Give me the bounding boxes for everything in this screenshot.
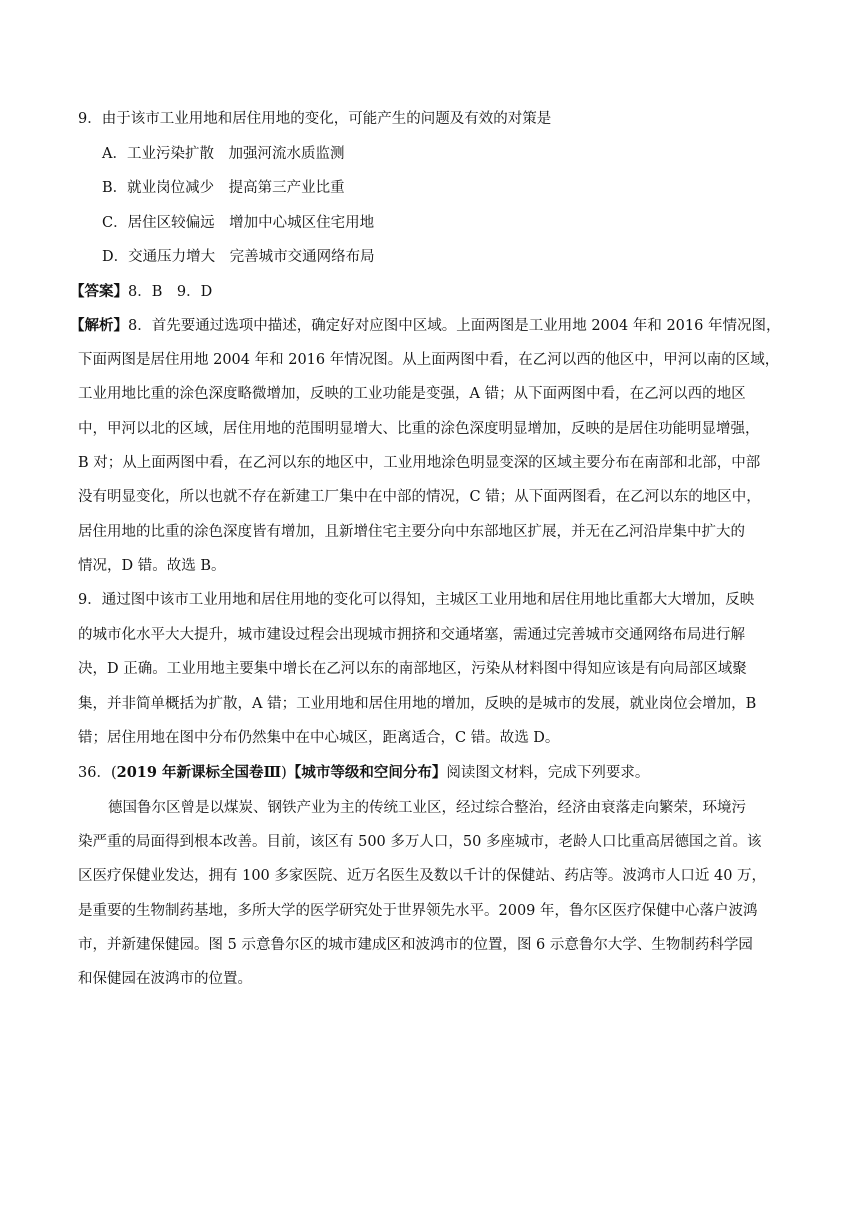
answer-label: 【答案】 [70, 283, 128, 300]
question-36-header [78, 762, 649, 784]
material-line: 和保健园在波鸿市的位置。 [78, 971, 252, 987]
analysis-8-line: B 对；从上面两图中看，在乙河以东的地区中，工业用地涂色明显变深的区域主要分布在南部和北部，中部 [78, 455, 761, 471]
material-line: 德国鲁尔区曾是以煤炭、钢铁产业为主的传统工业区，经过综合整治，经济由衰落走向繁荣，环境污 [108, 800, 746, 816]
material-line: 染严重的局面得到根本改善。目前，该区有 500 多万人口，50 多座城市，老龄人口比重高居德国之首。该 [78, 834, 762, 850]
analysis-line-1 [70, 315, 780, 337]
analysis-8-line: 居住用地的比重的涂色深度皆有增加，且新增住宅主要分向中东部地区扩展，并无在乙河沿岸集中扩大的 [78, 524, 745, 540]
analysis-9-line: 的城市化水平大大提升，城市建设过程会出现城市拥挤和交通堵塞，需通过完善城市交通网络布局进行解 [78, 627, 745, 643]
material-line: 区医疗保健业发达，拥有 100 多家医院、近万名医生及数以千计的保健站、药店等。波鸿市人口近 40 万， [78, 868, 767, 884]
question-36-source: 2019 年新课标全国卷Ⅲ [116, 764, 282, 781]
question-36-mid: ) [281, 765, 287, 781]
analysis-9-line: 决，D 正确。工业用地主要集中增长在乙河以东的南部地区，污染从材料图中得知应该是有向局部区域聚 [78, 661, 747, 677]
question-9-option-c: C．居住区较偏远 增加中心城区住宅用地 [102, 215, 375, 231]
answer-line [70, 281, 212, 303]
analysis-9-line: 错；居住用地在图中分布仍然集中在中心城区，距离适合，C 错。故选 D。 [78, 730, 560, 746]
analysis-8-line: 没有明显变化，所以也就不存在新建工厂集中在中部的情况，C 错；从下面两图看，在乙河以东的地区中， [78, 489, 761, 505]
material-line: 市，并新建保健园。图 5 示意鲁尔区的城市建成区和波鸿市的位置，图 6 示意鲁尔大学、生物制药科学园 [78, 937, 753, 953]
analysis-8-line: 下面两图是居住用地 2004 年和 2016 年情况图。从上面两图中看，在乙河以西的他区中，甲河以南的区域， [78, 352, 780, 368]
analysis-8-line: 8．首先要通过选项中描述，确定好对应图中区域。上面两图是工业用地 2004 年和 2016 年情况图， [128, 318, 781, 334]
analysis-8-line: 中，甲河以北的区域，居住用地的范围明显增大、比重的涂色深度明显增加，反映的是居住功能明显增强， [78, 421, 760, 437]
question-9-option-d: D．交通压力增大 完善城市交通网络布局 [102, 249, 375, 265]
answer-text: 8．B 9．D [128, 284, 213, 300]
analysis-9-line: 集，并非简单概括为扩散，A 错；工业用地和居住用地的增加，反映的是城市的发展，就业岗位会增加，B [78, 696, 757, 712]
question-9-stem: 9．由于该市工业用地和居住用地的变化，可能产生的问题及有效的对策是 [78, 111, 552, 127]
analysis-8-line: 情况，D 错。故选 B。 [78, 558, 226, 574]
question-9-option-b: B．就业岗位减少 提高第三产业比重 [102, 180, 345, 196]
material-line: 是重要的生物制药基地，多所大学的医学研究处于世界领先水平。2009 年，鲁尔区医疗保健中心落户波鸿 [78, 903, 758, 919]
question-36-instruction: 阅读图文材料，完成下列要求。 [446, 765, 650, 781]
analysis-label: 【解析】 [70, 317, 128, 334]
question-9-option-a: A．工业污染扩散 加强河流水质监测 [102, 146, 345, 162]
analysis-9-line: 9．通过图中该市工业用地和居住用地的变化可以得知，主城区工业用地和居住用地比重都大大增加，反映 [78, 592, 755, 608]
analysis-8-line: 工业用地比重的涂色深度略微增加，反映的工业功能是变强，A 错；从下面两图中看，在乙河以西的地区 [78, 386, 746, 402]
question-36-prefix: 36．( [78, 765, 117, 781]
question-36-topic: 【城市等级和空间分布】 [286, 764, 447, 781]
